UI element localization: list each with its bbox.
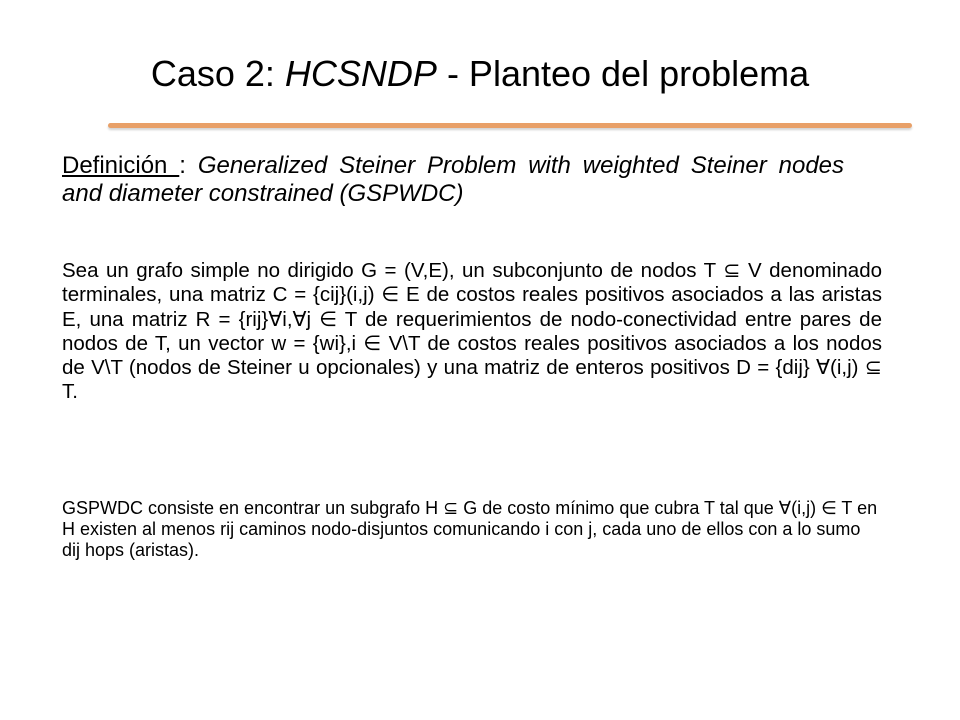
problem-description: Sea un grafo simple no dirigido G = (V,E), un subconjunto de nodos T ⊆ V denominado terminales, una matriz C = {cij}(i,j) ∈ E de costos reales positivos asociados a las aristas E, una matriz R = {rij}∀i,∀j ∈ T de requerimientos de nodo-conectividad entre pares de nodos de T, un vector w = {wi},i ∈ V\T de costos reales positivos asociados a los nodos de V\T (nodos de Steiner u opcionales) y una matriz de enteros positivos D = {dij} ∀(i,j) ⊆ T. xyxy=(62,259,882,404)
problem-objective: GSPWDC consiste en encontrar un subgrafo H ⊆ G de costo mínimo que cubra T tal que ∀(i,j) ∈ T en H existen al menos rij caminos nodo-disjuntos comunicando i con j, cada uno de ellos con a lo sumo dij hops (aristas). xyxy=(62,498,878,560)
definition-label: Definición xyxy=(62,152,180,179)
title-divider xyxy=(108,123,912,128)
definition-text: Generalized Steiner Problem with weighted Steiner nodes and diameter constrained (GSPWDC) xyxy=(62,152,845,207)
title-suffix: - Planteo del problema xyxy=(436,53,810,94)
slide-title xyxy=(0,52,960,96)
title-italic: HCSNDP xyxy=(284,53,437,94)
title-prefix: Caso 2: xyxy=(150,53,285,94)
definition-block xyxy=(62,152,844,208)
definition-separator: : xyxy=(179,152,198,179)
